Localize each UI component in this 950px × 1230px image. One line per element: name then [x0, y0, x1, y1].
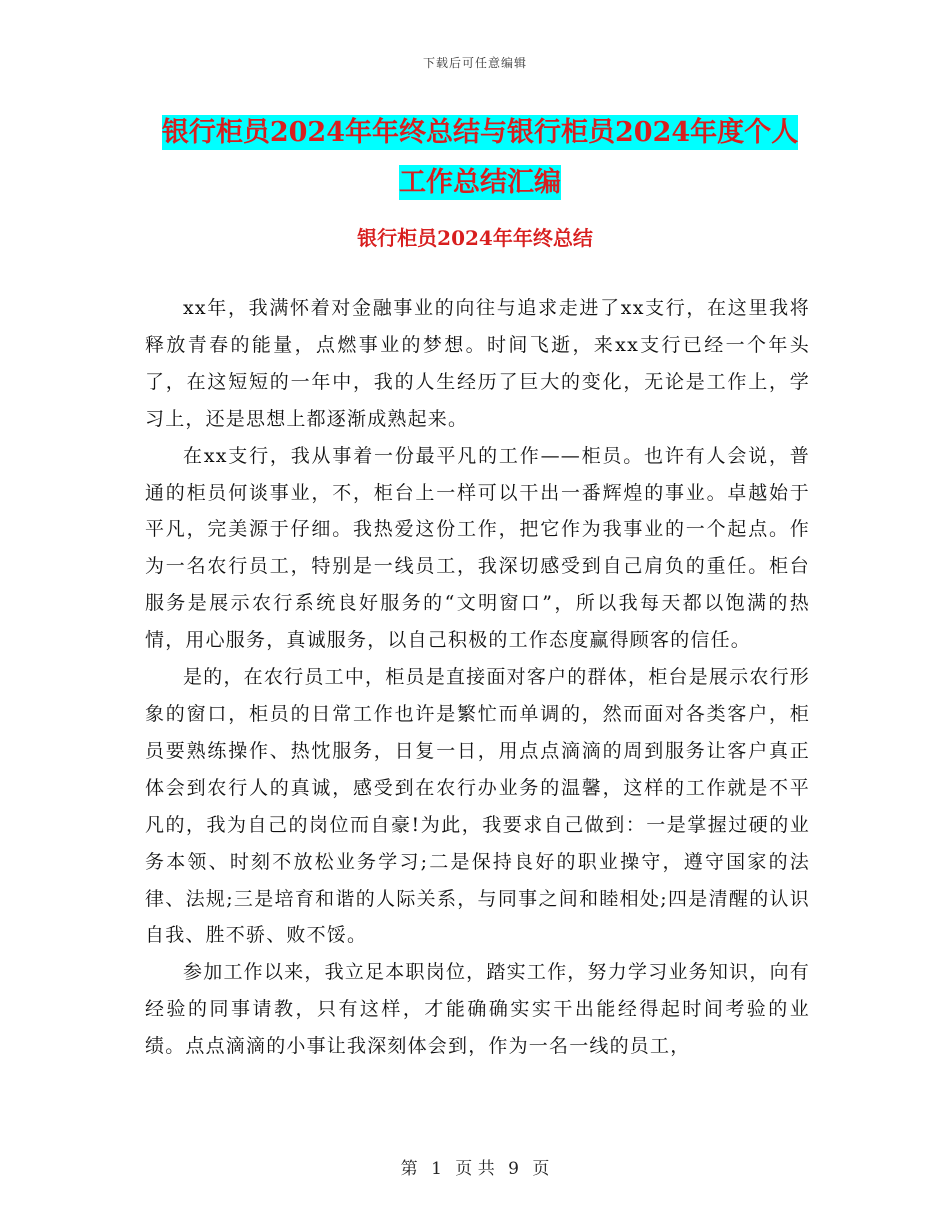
paragraph: 参加工作以来，我立足本职岗位，踏实工作，努力学习业务知识，向有经验的同事请教，只有这样，才能确确实实干出能经得起时间考验的业绩。点点滴滴的小事让我深刻体会到，作为一名一线的员工， [145, 961, 810, 1058]
footer-label-end: 页 [532, 1159, 550, 1179]
total-pages-number: 9 [508, 1159, 519, 1179]
header-note: 下载后可任意编辑 [422, 56, 527, 70]
document-title [150, 108, 810, 208]
title-line-1: 银行柜员2024年年终总结与银行柜员2024年度个人 [161, 117, 799, 148]
section-title: 银行柜员2024年年终总结 [357, 226, 593, 250]
paragraph: 在xx支行，我从事着一份最平凡的工作——柜员。也许有人会说，普通的柜员何谈事业，不，柜台上一样可以干出一番辉煌的事业。卓越始于平凡，完美源于仔细。我热爱这份工作，把它作为我事业的一个起点。作为一名农行员工，特别是一线员工，我深切感受到自己肩负的重任。柜台服务是展示农行系统良好服务的“文明窗口”，所以我每天都以饱满的热情，用心服务，真诚服务，以自己积极的工作态度赢得顾客的信任。 [145, 444, 810, 652]
footer-label-of: 页 共 [455, 1159, 495, 1179]
title-line-2: 工作总结汇编 [399, 167, 561, 198]
current-page-number: 1 [431, 1159, 442, 1179]
footer-label-page: 第 [400, 1159, 418, 1179]
paragraph: xx年，我满怀着对金融事业的向往与追求走进了xx支行，在这里我将释放青春的能量，点燃事业的梦想。时间飞逝，来xx支行已经一个年头了，在这短短的一年中，我的人生经历了巨大的变化，无论是工作上，学习上，还是思想上都逐渐成熟起来。 [145, 297, 810, 430]
page-footer [0, 1154, 950, 1179]
document-body [145, 290, 810, 1065]
paragraph: 是的，在农行员工中，柜员是直接面对客户的群体，柜台是展示农行形象的窗口，柜员的日常工作也许是繁忙而单调的，然而面对各类客户，柜员要熟练操作、热忱服务，日复一日，用点点滴滴的周到服务让客户真正体会到农行人的真诚，感受到在农行办业务的温馨，这样的工作就是不平凡的，我为自己的岗位而自豪!为此，我要求自己做到：一是掌握过硬的业务本领、时刻不放松业务学习;二是保持良好的职业操守，遵守国家的法律、法规;三是培育和谐的人际关系，与同事之间和睦相处;四是清醒的认识自我、胜不骄、败不馁。 [145, 666, 810, 947]
